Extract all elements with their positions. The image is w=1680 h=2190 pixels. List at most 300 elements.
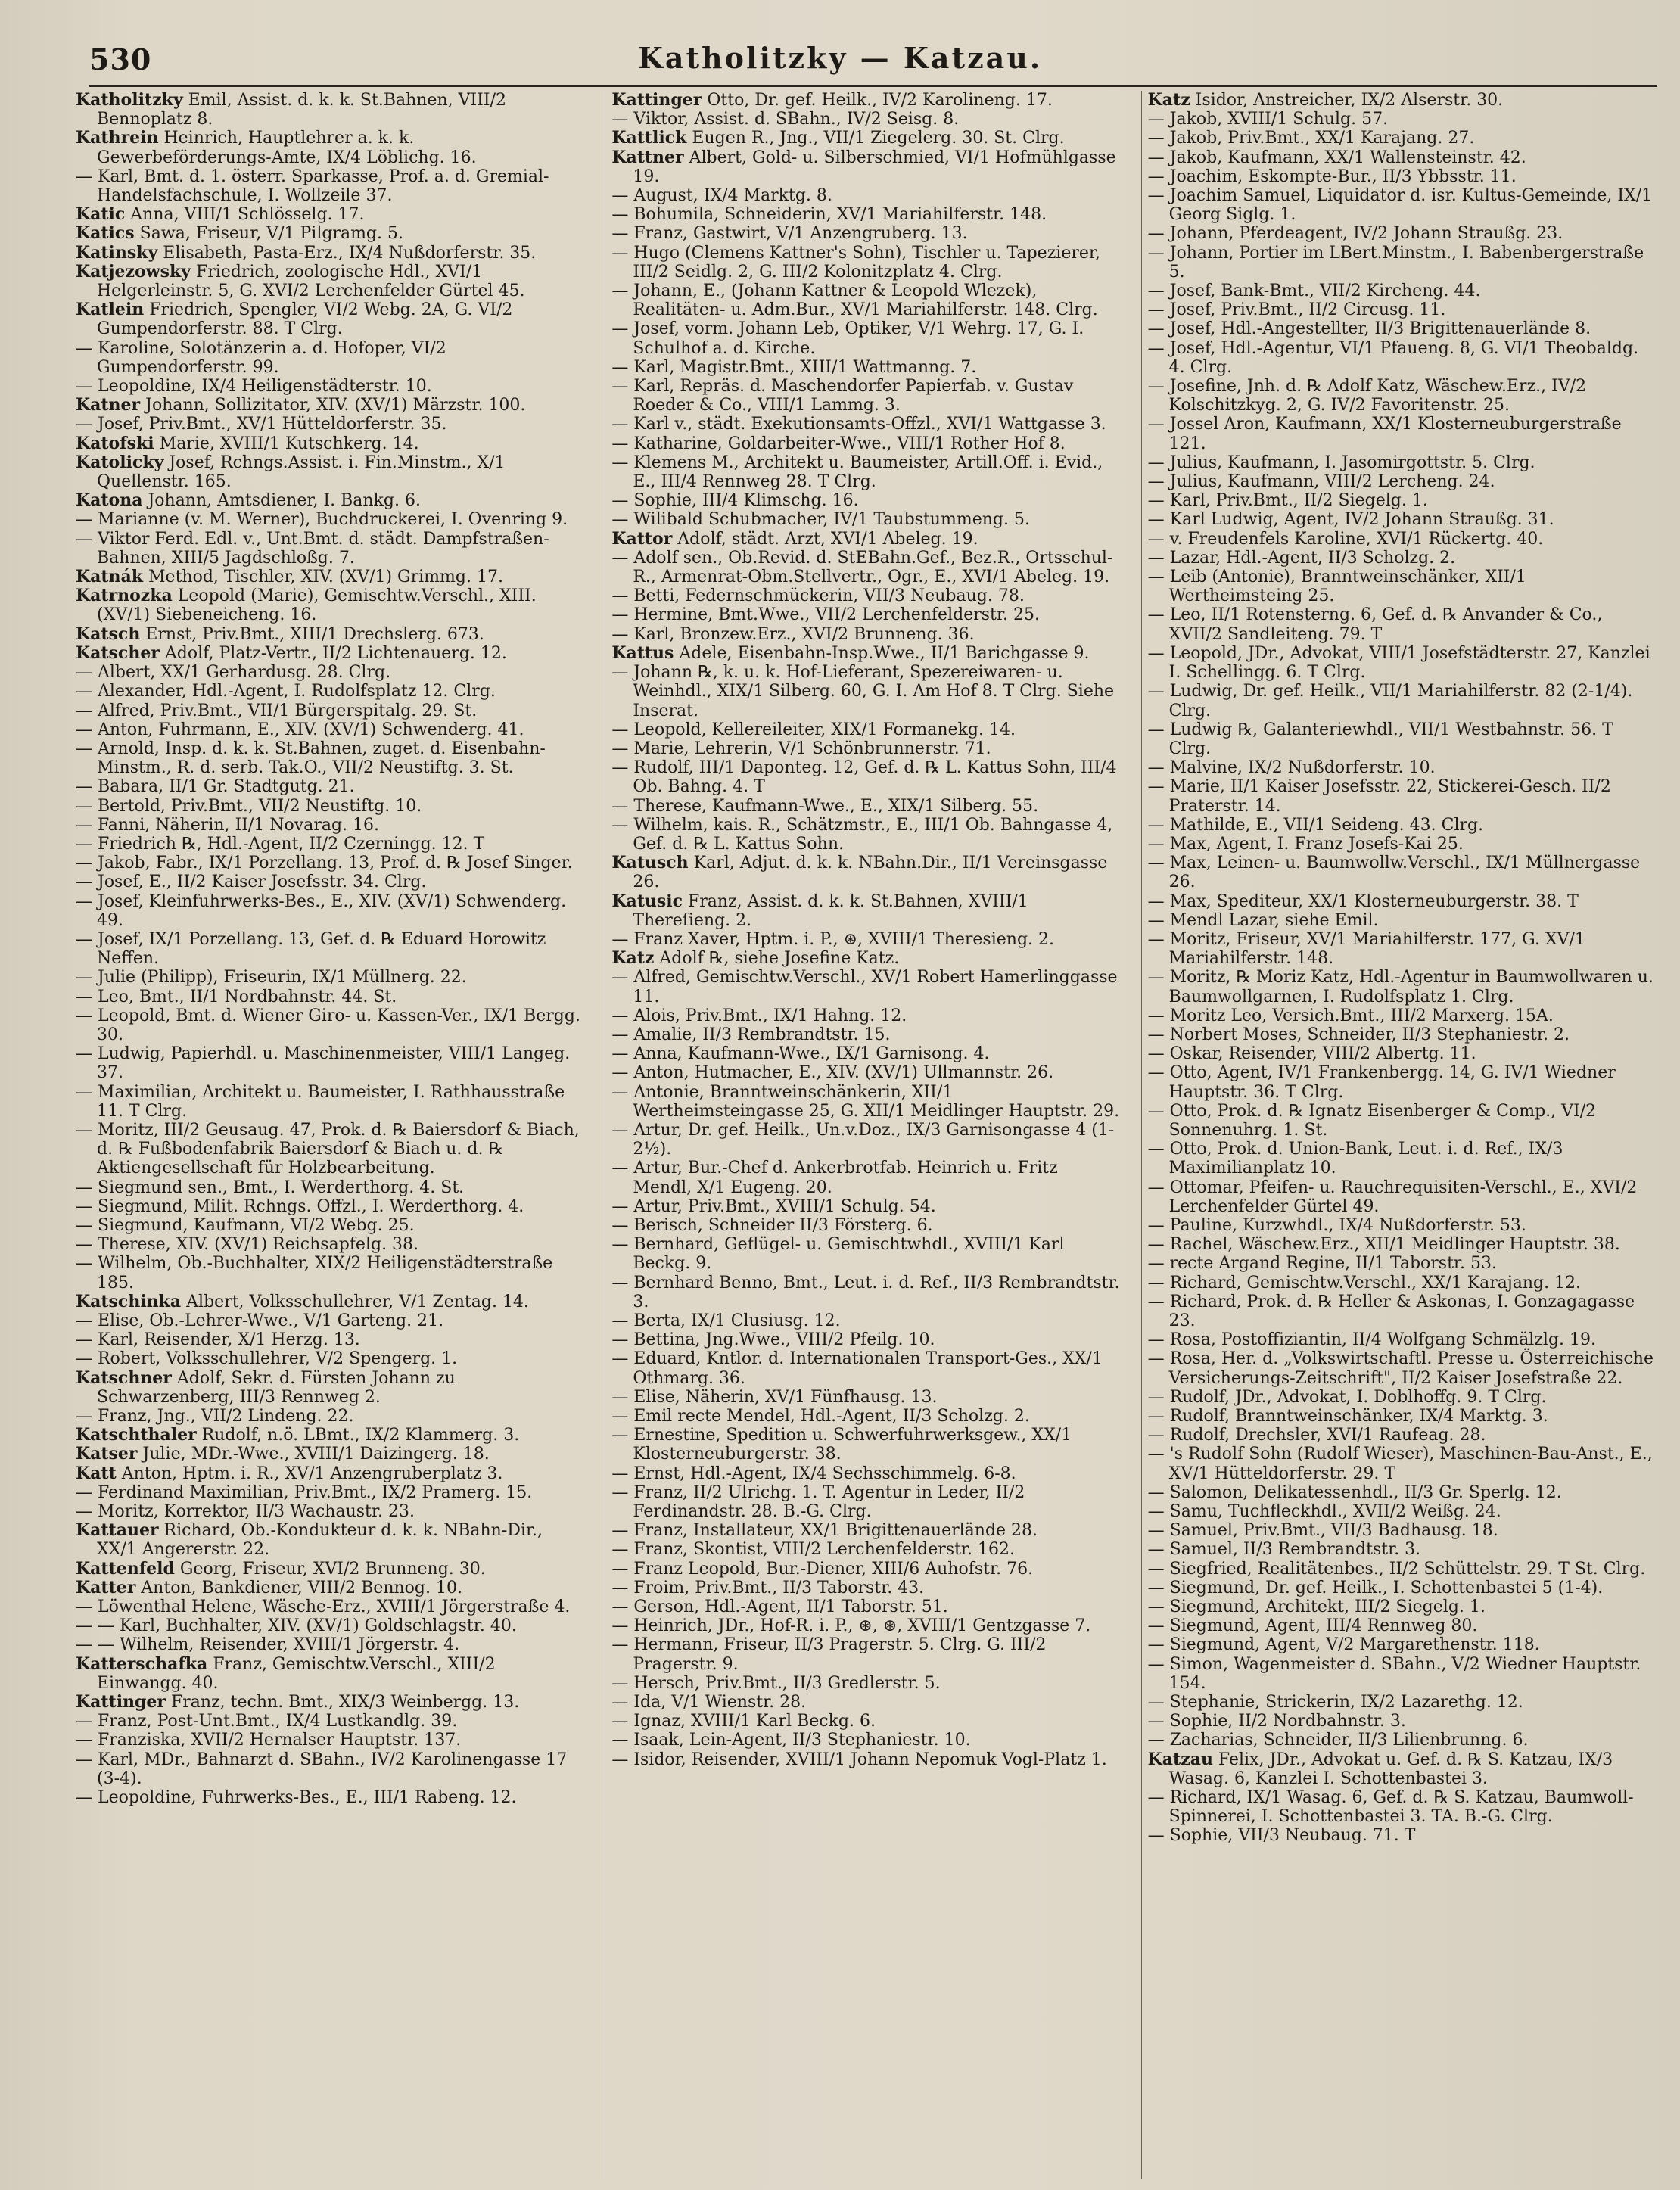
directory-entry (1148, 1254, 1657, 1273)
entry-text: — Franz Leopold, Bur.-Diener, XIII/6 Auhofstr. 76. (611, 1559, 1034, 1579)
directory-entry (76, 797, 585, 816)
directory-entry (611, 854, 1121, 891)
entry-surname: Katolicky (76, 452, 164, 472)
directory-entry (1148, 549, 1657, 568)
directory-entry (76, 1655, 585, 1693)
column-2 (605, 91, 1121, 2179)
entry-text: — Pauline, Kurzwhdl., IX/4 Nußdorferstr. 53. (1147, 1215, 1526, 1235)
directory-entry (611, 1579, 1121, 1597)
entry-text: — Franz, Skontist, VIII/2 Lerchenfelderstr. 162. (611, 1540, 1015, 1560)
entry-text: — Samuel, II/3 Rembrandtstr. 3. (1147, 1540, 1421, 1560)
directory-entry (1148, 1044, 1657, 1063)
entry-text: — Julius, Kaufmann, VIII/2 Lercheng. 24. (1147, 472, 1495, 492)
entry-text: — Johann, Portier im LBert.Minstm., I. Babenbergerstraße 5. (1147, 243, 1644, 282)
page-number: 530 (89, 42, 152, 76)
entry-text: — Moritz, Friseur, XV/1 Mariahilferstr. 177, G. XV/1 Mariahilferstr. 148. (1147, 929, 1585, 969)
directory-entry (611, 415, 1121, 434)
directory-entry (611, 205, 1121, 224)
entry-text: — — Wilhelm, Reisender, XVIII/1 Jörgerstr. 4. (76, 1635, 460, 1655)
entry-text: — Elise, Ob.-Lehrer-Wwe., V/1 Garteng. 21. (76, 1311, 444, 1330)
entry-surname: Katz (1147, 91, 1190, 110)
directory-entry (1148, 453, 1657, 472)
entry-text: — Franz, II/2 Ulrichg. 1. T. Agentur in Leder, II/2 Ferdinandstr. 28. B.-G. Clrg. (611, 1482, 1025, 1522)
page-title: Katholitzky — Katzau. (637, 41, 1043, 75)
entry-text: — Heinrich, JDr., Hof-R. i. P., ⊛, ⊛, XVIII/1 Gentzgasse 7. (611, 1616, 1091, 1636)
entry-text: — Eduard, Kntlor. d. Internationalen Transport-Ges., XX/1 Othmarg. 36. (611, 1349, 1103, 1388)
entry-text: Heinrich, Hauptlehrer a. k. k. Gewerbeförderungs-Amte, IX/4 Löblichg. 16. (97, 129, 477, 167)
entry-text: — Babara, II/1 Gr. Stadtgutg. 21. (76, 777, 355, 797)
entry-text: — Simon, Wagenmeister d. SBahn., V/2 Wiedner Hauptstr. 154. (1147, 1654, 1641, 1693)
directory-entry (1148, 758, 1657, 777)
entry-text: — Wilhelm, Ob.-Buchhalter, XIX/2 Heiligenstädterstraße 185. (76, 1254, 553, 1293)
directory-entry (76, 568, 585, 586)
entry-text: Franz, techn. Bmt., XIX/3 Weinbergg. 13. (166, 1693, 520, 1712)
directory-entry (611, 605, 1121, 624)
entry-text: — Karl, MDr., Bahnarzt d. SBahn., IV/2 Karolinengasse 17 (3-4). (76, 1750, 568, 1788)
directory-entry (76, 396, 585, 415)
directory-entry (76, 1483, 585, 1502)
directory-entry (611, 739, 1121, 758)
directory-entry (1148, 1388, 1657, 1407)
entry-text: — Jakob, Kaufmann, XX/1 Wallensteinstr. 42. (1147, 148, 1526, 167)
entry-text: Eugen R., Jng., VII/1 Ziegelerg. 30. St. Clrg. (686, 129, 1065, 148)
entry-text: — recte Argand Regine, II/1 Taborstr. 53. (1147, 1254, 1498, 1274)
directory-entry (76, 586, 585, 624)
directory-entry (76, 682, 585, 701)
entry-text: — Stephanie, Strickerin, IX/2 Lazarethg. 12. (1147, 1693, 1523, 1712)
entry-text: Rudolf, n.ö. LBmt., IX/2 Klammerg. 3. (196, 1426, 520, 1445)
directory-entry (611, 1121, 1121, 1159)
entry-text: — Moritz, ℞ Moriz Katz, Hdl.-Agentur in Baumwollwaren u. Baumwollgarnen, I. Rudolfsplatz 1. Clrg. (1147, 968, 1654, 1006)
directory-entry (1148, 472, 1657, 491)
entry-text: Georg, Friseur, XVI/2 Brunneng. 30. (174, 1559, 486, 1579)
directory-entry (1148, 491, 1657, 510)
entry-text: — Samu, Tuchfleckhdl., XVII/2 Weißg. 24. (1147, 1502, 1501, 1522)
entry-text: — Bernhard Benno, Bmt., Leut. i. d. Ref., II/3 Rembrandtstr. 3. (611, 1273, 1120, 1311)
entry-text: — Ignaz, XVIII/1 Karl Beckg. 6. (611, 1712, 876, 1731)
entry-text: — Josef, Priv.Bmt., II/2 Circusg. 11. (1147, 300, 1446, 320)
directory-entry (76, 1083, 585, 1121)
directory-entry (1148, 339, 1657, 377)
directory-entry (1148, 568, 1657, 605)
entry-text: Felix, JDr., Advokat u. Gef. d. ℞ S. Katzau, IX/3 Wasag. 6, Kanzlei I. Schottenbastei 3. (1168, 1750, 1613, 1788)
entry-text: — Viktor Ferd. Edl. v., Unt.Bmt. d. städt. Dampfstraßen-Bahnen, XIII/5 Jagdschloßg. 7. (76, 529, 549, 568)
entry-text: — Leopold, Bmt. d. Wiener Giro- u. Kassen-Ver., IX/1 Bergg. 30. (76, 1006, 580, 1044)
directory-entry (1148, 682, 1657, 720)
entry-text: — Jakob, XVIII/1 Schulg. 57. (1147, 110, 1389, 129)
directory-entry (611, 1311, 1121, 1330)
directory-entry (76, 300, 585, 338)
directory-entry (1148, 835, 1657, 854)
directory-entry (611, 1274, 1121, 1311)
directory-entry (76, 1121, 585, 1178)
directory-entry (1148, 892, 1657, 911)
directory-entry (1148, 1140, 1657, 1177)
directory-entry (611, 244, 1121, 282)
entry-text: — Ludwig ℞, Galanteriewhdl., VII/1 Westbahnstr. 56. T Clrg. (1147, 720, 1613, 758)
directory-entry (76, 988, 585, 1006)
entry-text: Anna, VIII/1 Schlösselg. 17. (125, 205, 365, 225)
entry-text: — Otto, Prok. d. Union-Bank, Leut. i. d. Ref., IX/3 Maximilianplatz 10. (1147, 1140, 1563, 1178)
entry-surname: Katnák (76, 567, 144, 587)
entry-surname: Katterschafka (76, 1653, 208, 1674)
directory-entry (76, 377, 585, 396)
entry-text: Adolf, Sekr. d. Fürsten Johann zu Schwarzenberg, III/3 Rennweg 2. (97, 1368, 456, 1407)
entry-text: — Norbert Moses, Schneider, II/3 Stephaniestr. 2. (1147, 1025, 1570, 1044)
entry-text: Isidor, Anstreicher, IX/2 Alserstr. 30. (1190, 91, 1504, 110)
directory-entry (76, 1788, 585, 1807)
directory-entry (611, 1330, 1121, 1349)
entry-text: Richard, Ob.-Kondukteur d. k. k. NBahn-Dir., XX/1 Angererstr. 22. (97, 1521, 543, 1560)
directory-entry (611, 1006, 1121, 1025)
entry-text: — August, IX/4 Marktg. 8. (611, 186, 832, 206)
entry-text: — Johann, Pferdeagent, IV/2 Johann Straußg. 23. (1147, 224, 1563, 244)
entry-text: — Rosa, Postoffiziantin, II/4 Wolfgang Schmälzlg. 19. (1147, 1330, 1597, 1350)
entry-text: — Jakob, Fabr., IX/1 Porzellang. 13, Prof. d. ℞ Josef Singer. (76, 854, 573, 873)
entry-text: — Franz, Gastwirt, V/1 Anzengruberg. 13. (611, 224, 968, 244)
directory-entry (76, 1369, 585, 1407)
directory-entry (611, 644, 1121, 663)
entry-text: — Franz, Jng., VII/2 Lindeng. 22. (76, 1407, 354, 1426)
directory-entry (611, 530, 1121, 549)
entry-text: Adele, Eisenbahn-Insp.Wwe., II/1 Barichgasse 9. (674, 643, 1090, 663)
entry-text: — Leopold, JDr., Advokat, VIII/1 Josefstädterstr. 27, Kanzlei I. Schellingg. 6. T Clrg. (1147, 643, 1650, 683)
entry-text: — Rudolf, III/1 Daponteg. 12, Gef. d. ℞ L. Kattus Sohn, III/4 Ob. Bahng. 4. T (611, 758, 1117, 797)
directory-entry (611, 224, 1121, 243)
directory-entry (76, 244, 585, 263)
entry-text: — Josef, Priv.Bmt., XV/1 Hütteldorferstr. 35. (76, 415, 447, 434)
directory-entry (611, 491, 1121, 510)
directory-entry (611, 1560, 1121, 1579)
directory-entry (611, 1731, 1121, 1750)
entry-text: Franz, Gemischtw.Verschl., XIII/2 Einwangg. 40. (97, 1654, 496, 1693)
directory-entry (1148, 1274, 1657, 1293)
directory-entry (1148, 930, 1657, 968)
entry-text: — Hersch, Priv.Bmt., II/3 Gredlerstr. 5. (611, 1673, 941, 1693)
directory-entry (1148, 816, 1657, 835)
directory-entry (611, 1616, 1121, 1635)
directory-entry (611, 1483, 1121, 1521)
entry-text: Anton, Hptm. i. R., XV/1 Anzengruberplatz 3. (116, 1464, 503, 1483)
entry-text: — Artur, Priv.Bmt., XVIII/1 Schulg. 54. (611, 1196, 936, 1216)
entry-surname: Kattinger (611, 91, 702, 110)
directory-entry (611, 453, 1121, 491)
entry-surname: Katsch (76, 624, 141, 644)
entry-text: — Siegmund, Kaufmann, VI/2 Webg. 25. (76, 1215, 415, 1235)
entry-surname: Katona (76, 490, 143, 511)
directory-entry (611, 1044, 1121, 1063)
entry-text: — Rosa, Her. d. „Volkswirtschaftl. Presse u. Österreichische Versicherungs-Zeitschrift", II/2 Kaiser Josefstraße 22. (1147, 1349, 1654, 1388)
directory-entry (1148, 1750, 1657, 1788)
directory-entry (1148, 319, 1657, 338)
columns (76, 91, 1657, 2179)
entry-text: — Zacharias, Schneider, II/3 Lilienbrunng. 6. (1147, 1731, 1529, 1750)
entry-text: — Alfred, Gemischtw.Verschl., XV/1 Robert Hamerlinggasse 11. (611, 968, 1118, 1006)
entry-text: — Gerson, Hdl.-Agent, II/1 Taborstr. 51. (611, 1597, 948, 1617)
directory-entry (1148, 244, 1657, 282)
entry-text: — Salomon, Delikatessenhdl., II/3 Gr. Sperlg. 12. (1147, 1482, 1562, 1502)
entry-surname: Katics (76, 223, 135, 244)
entry-surname: Katschner (76, 1367, 172, 1388)
entry-text: — Therese, XIV. (XV/1) Reichsapfelg. 38. (76, 1235, 419, 1255)
directory-entry (1148, 1521, 1657, 1540)
directory-entry (1148, 1826, 1657, 1845)
directory-entry (76, 1445, 585, 1464)
entry-text: Leopold (Marie), Gemischtw.Verschl., XIII. (XV/1) Siebeneicheng. 16. (97, 586, 537, 625)
entry-text: — Mendl Lazar, siehe Emil. (1147, 910, 1379, 930)
directory-entry (1148, 186, 1657, 224)
directory-entry (611, 186, 1121, 205)
directory-entry (76, 644, 585, 663)
directory-entry (1148, 1693, 1657, 1712)
entry-text: — Isaak, Lein-Agent, II/3 Stephaniestr. 10. (611, 1731, 971, 1750)
directory-entry (611, 1426, 1121, 1464)
entry-surname: Kattner (611, 147, 684, 167)
entry-text: — Hugo (Clemens Kattner's Sohn), Tischler u. Tapezierer, III/2 Seidlg. 2, G. III/2 Kolonitzplatz 4. Clrg. (611, 243, 1100, 282)
entry-text: — Siegmund, Agent, V/2 Margarethenstr. 118. (1147, 1635, 1540, 1655)
entry-text: — Richard, Gemischtw.Verschl., XX/1 Karajang. 12. (1147, 1273, 1582, 1293)
directory-entry (76, 835, 585, 854)
directory-entry (611, 892, 1121, 930)
entry-surname: Katofski (76, 433, 154, 453)
entry-surname: Katser (76, 1444, 138, 1464)
entry-text: Elisabeth, Pasta-Erz., IX/4 Nußdorferstr. 35. (157, 243, 537, 263)
entry-text: — Max, Agent, I. Franz Josefs-Kai 25. (1147, 834, 1464, 854)
directory-entry (76, 1407, 585, 1426)
directory-entry (76, 1330, 585, 1349)
entry-text: Adolf ℞, siehe Josefine Katz. (654, 949, 900, 969)
directory-entry (611, 1464, 1121, 1483)
entry-text: — Wilhelm, kais. R., Schätzmstr., E., III/1 Ob. Bahngasse 4, Gef. d. ℞ L. Kattus Sohn. (611, 815, 1113, 854)
directory-entry (1148, 1635, 1657, 1654)
directory-entry (1148, 91, 1657, 110)
entry-text: Karl, Adjut. d. k. k. NBahn.Dir., II/1 Vereinsgasse 26. (633, 854, 1108, 892)
entry-text: — Betti, Federnschmückerin, VII/3 Neubaug. 78. (611, 586, 1025, 606)
entry-surname: Kattenfeld (76, 1558, 175, 1579)
directory-entry (611, 434, 1121, 453)
entry-text: — Richard, Prok. d. ℞ Heller & Askonas, I. Gonzagagasse 23. (1147, 1292, 1635, 1330)
directory-entry (1148, 1655, 1657, 1693)
entry-text: — Ida, V/1 Wienstr. 28. (611, 1693, 807, 1712)
entry-text: — Robert, Volksschullehrer, V/2 Spengerg. 1. (76, 1349, 458, 1369)
directory-entry (76, 415, 585, 434)
entry-text: — Siegmund sen., Bmt., I. Werderthorg. 4. St. (76, 1177, 465, 1197)
entry-text: — Berta, IX/1 Clusiusg. 12. (611, 1311, 841, 1330)
directory-entry (76, 854, 585, 873)
directory-entry (76, 530, 585, 568)
entry-text: — Julie (Philipp), Friseurin, IX/1 Müllnerg. 22. (76, 968, 467, 988)
entry-text: Franz, Assist. d. k. k. St.Bahnen, XVIII/1 Thereſieng. 2. (633, 891, 1028, 930)
directory-entry (611, 1521, 1121, 1540)
directory-entry (1148, 1349, 1657, 1387)
directory-entry (76, 777, 585, 796)
directory-entry (76, 816, 585, 835)
entry-text: — Franz, Post-Unt.Bmt., IX/4 Lustkandlg. 39. (76, 1712, 458, 1731)
entry-surname: Kathrein (76, 128, 159, 148)
directory-entry (76, 1616, 585, 1635)
directory-entry (611, 949, 1121, 968)
directory-entry (611, 148, 1121, 186)
entry-text: — Moritz, III/2 Geusaug. 47, Prok. d. ℞ Baiersdorf & Biach, d. ℞ Fußbodenfabrik Baiersdorf & Biach u. d. ℞ Aktiengesellschaft für Holzbearbeitung. (76, 1120, 580, 1178)
directory-entry (1148, 1006, 1657, 1025)
entry-text: — Franz Xaver, Hptm. i. P., ⊛, XVIII/1 Theresieng. 2. (611, 929, 1055, 949)
entry-text: — Arnold, Insp. d. k. k. St.Bahnen, zuget. d. Eisenbahn-Minstm., R. d. serb. Tak.O., VII/2 Neustiftg. 3. St. (76, 739, 546, 778)
entry-surname: Katz (611, 948, 655, 969)
entry-text: Marie, XVIII/1 Kutschkerg. 14. (154, 434, 419, 453)
entry-surname: Katlein (76, 300, 145, 320)
entry-text: — Friedrich ℞, Hdl.-Agent, II/2 Czerningg. 12. T (76, 834, 485, 854)
entry-surname: Katinsky (76, 242, 158, 263)
directory-entry (76, 663, 585, 682)
directory-entry (76, 1712, 585, 1731)
directory-entry (1148, 1540, 1657, 1559)
entry-text: — Viktor, Assist. d. SBahn., IV/2 Seisg. 8. (611, 110, 960, 129)
entry-surname: Kattlick (611, 128, 687, 148)
entry-text: — Bohumila, Schneiderin, XV/1 Mariahilferstr. 148. (611, 205, 1047, 225)
entry-surname: Katscher (76, 642, 160, 663)
directory-entry (1148, 167, 1657, 186)
entry-text: — Anton, Hutmacher, E., XIV. (XV/1) Ullmannstr. 26. (611, 1063, 1054, 1083)
directory-entry (1148, 911, 1657, 930)
entry-text: — Löwenthal Helene, Wäsche-Erz., XVIII/1 Jörgerstraße 4. (76, 1597, 571, 1617)
entry-text: — Rudolf, JDr., Advokat, I. Doblhoffg. 9. T Clrg. (1147, 1387, 1547, 1407)
entry-text: — Josef, vorm. Johann Leb, Optiker, V/1 Wehrg. 17, G. I. Schulhof a. d. Kirche. (611, 319, 1084, 358)
directory-entry (611, 968, 1121, 1006)
entry-text: — Leo, II/1 Rotensterng. 6, Gef. d. ℞ Anvander & Co., XVII/2 Sandleiteng. 79. T (1147, 605, 1603, 644)
directory-entry (1148, 377, 1657, 415)
entry-text: — Emil recte Mendel, Hdl.-Agent, II/3 Scholzg. 2. (611, 1407, 1030, 1426)
directory-entry (1148, 415, 1657, 453)
directory-entry (611, 816, 1121, 854)
directory-entry (76, 1579, 585, 1597)
directory-entry (76, 1521, 585, 1559)
entry-text: — Johann ℞, k. u. k. Hof-Lieferant, Spezereiwaren- u. Weinhdl., XIX/1 Silberg. 60, G. I. Am Hof 8. T Clrg. Siehe Inserat. (611, 663, 1115, 720)
entry-text: — Josef, Hdl.-Agentur, VI/1 Pfaueng. 8, G. VI/1 Theobaldg. 4. Clrg. (1147, 338, 1639, 377)
entry-text: — Karl Ludwig, Agent, IV/2 Johann Straußg. 31. (1147, 510, 1554, 530)
entry-text: — Otto, Prok. d. ℞ Ignatz Eisenberger & Comp., VI/2 Sonnenuhrg. 1. St. (1147, 1101, 1597, 1140)
directory-entry (611, 1674, 1121, 1693)
entry-text: — Alfred, Priv.Bmt., VII/1 Bürgerspitalg. 29. St. (76, 701, 478, 720)
entry-text: — Karl, Priv.Bmt., II/2 Siegelg. 1. (1147, 491, 1428, 511)
entry-text: — Leib (Antonie), Branntweinschänker, XII/1 Wertheimsteing 25. (1147, 568, 1526, 606)
entry-text: — Rudolf, Branntweinschänker, IX/4 Marktg. 3. (1147, 1407, 1548, 1426)
entry-text: — Johann, E., (Johann Kattner & Leopold Wlezek), Realitäten- u. Adm.Bur., XV/1 Mariahilferstr. 148. Clrg. (611, 282, 1098, 320)
directory-entry (1148, 224, 1657, 243)
entry-text: — Artur, Bur.-Chef d. Ankerbrotfab. Heinrich u. Fritz Mendl, X/1 Eugeng. 20. (611, 1159, 1058, 1197)
directory-entry (611, 720, 1121, 739)
entry-text: — Ludwig, Papierhdl. u. Maschinenmeister, VIII/1 Langeg. 37. (76, 1044, 571, 1083)
entry-text: — Jakob, Priv.Bmt., XX/1 Karajang. 27. (1147, 129, 1475, 148)
directory-entry (1148, 1293, 1657, 1330)
directory-entry (1148, 968, 1657, 1006)
directory-entry (611, 797, 1121, 816)
entry-text: — Richard, IX/1 Wasag. 6, Gef. d. ℞ S. Katzau, Baumwoll-Spinnerei, I. Schottenbastei 3. TA. B.-G. Clrg. (1147, 1788, 1634, 1827)
entry-text: Adolf, städt. Arzt, XVI/1 Abeleg. 19. (672, 529, 978, 549)
entry-text: — Rachel, Wäschew.Erz., XII/1 Meidlinger Hauptstr. 38. (1147, 1235, 1620, 1255)
directory-entry (611, 1597, 1121, 1616)
entry-text: — Karl, Bronzew.Erz., XVI/2 Brunneng. 36. (611, 624, 975, 644)
entry-text: — Alexander, Hdl.-Agent, I. Rudolfsplatz 12. Clrg. (76, 682, 496, 701)
directory-entry (76, 453, 585, 491)
entry-text: — Karl v., städt. Exekutionsamts-Offzl., XVI/1 Wattgasse 3. (611, 415, 1106, 434)
entry-text: — Joachim, Eskompte-Bur., II/3 Ybbsstr. 11. (1147, 166, 1517, 186)
entry-text: Otto, Dr. gef. Heilk., IV/2 Karolineng. 17. (702, 91, 1053, 110)
entry-text: — Rudolf, Drechsler, XVI/1 Raufeag. 28. (1147, 1426, 1486, 1445)
directory-entry (1148, 605, 1657, 643)
directory-entry (76, 739, 585, 777)
entry-text: Adolf, Platz-Vertr., II/2 Lichtenauerg. 12. (159, 643, 507, 663)
directory-entry (76, 930, 585, 968)
entry-text: — Otto, Agent, IV/1 Frankenbergg. 14, G. IV/1 Wiedner Hauptstr. 36. T Clrg. (1147, 1063, 1616, 1102)
directory-entry (1148, 148, 1657, 167)
directory-entry (76, 873, 585, 891)
directory-entry (611, 625, 1121, 644)
header-rule (89, 85, 1657, 87)
directory-entry (1148, 282, 1657, 300)
directory-entry (1148, 1426, 1657, 1445)
entry-text: — 's Rudolf Sohn (Rudolf Wieser), Maschinen-Bau-Anst., E., XV/1 Hütteldorferstr. 29. T (1147, 1445, 1653, 1483)
entry-text: — Mathilde, E., VII/1 Seideng. 43. Clrg. (1147, 815, 1484, 835)
entry-text: — Leopold, Kellereileiter, XIX/1 Formanekg. 14. (611, 720, 1016, 739)
entry-text: — Siegfried, Realitätenbes., II/2 Schüttelstr. 29. T St. Clrg. (1147, 1559, 1646, 1579)
directory-entry (1148, 1235, 1657, 1254)
entry-text: — Bettina, Jng.Wwe., VIII/2 Pfeilg. 10. (611, 1330, 935, 1350)
entry-text: — Isidor, Reisender, XVIII/1 Johann Nepomuk Vogl-Platz 1. (611, 1750, 1107, 1769)
directory-entry (1148, 1063, 1657, 1101)
directory-entry (76, 1635, 585, 1654)
entry-text: — Adolf sen., Ob.Revid. d. StEBahn.Gef., Bez.R., Ortsschul-R., Armenrat-Obm.Stellvertr., Ogr., E., XVI/1 Abeleg. 19. (611, 548, 1113, 587)
entry-text: — Anna, Kaufmann-Wwe., IX/1 Garnisong. 4. (611, 1044, 990, 1064)
directory-entry (1148, 1407, 1657, 1426)
entry-surname: Kattor (611, 528, 673, 549)
entry-text: — Siegmund, Dr. gef. Heilk., I. Schottenbastei 5 (1-4). (1147, 1578, 1604, 1597)
directory-entry (611, 1407, 1121, 1426)
entry-text: — Karl, Bmt. d. 1. österr. Sparkasse, Prof. a. d. Gremial-Handelsfachschule, I. Wollzeile 37. (76, 166, 549, 206)
entry-surname: Katzau (1147, 1749, 1213, 1769)
entry-surname: Kattus (611, 642, 674, 663)
entry-text: Albert, Volksschullehrer, V/1 Zentag. 14. (181, 1292, 529, 1311)
directory-entry (611, 1635, 1121, 1673)
entry-text: — Leopoldine, IX/4 Heiligenstädterstr. 10. (76, 377, 432, 397)
directory-entry (76, 1235, 585, 1254)
directory-entry (611, 1750, 1121, 1769)
entry-text: — Samuel, Priv.Bmt., VII/3 Badhausg. 18. (1147, 1521, 1498, 1541)
entry-text: — Julius, Kaufmann, I. Jasomirgottstr. 5. Clrg. (1147, 453, 1535, 472)
entry-text: Albert, Gold- u. Silberschmied, VI/1 Hofmühlgasse 19. (633, 148, 1116, 186)
directory-entry (76, 892, 585, 930)
entry-text: — Berisch, Schneider II/3 Försterg. 6. (611, 1215, 933, 1235)
directory-entry (1148, 644, 1657, 682)
directory-entry (76, 1197, 585, 1216)
entry-text: — Sophie, III/4 Klimschg. 16. (611, 491, 859, 511)
entry-text: Sawa, Friseur, V/1 Pilgramg. 5. (134, 224, 403, 244)
directory-entry (611, 1693, 1121, 1712)
directory-entry (611, 510, 1121, 529)
entry-text: — Siegmund, Architekt, III/2 Siegelg. 1. (1147, 1597, 1486, 1617)
entry-text: — Josefine, Jnh. d. ℞ Adolf Katz, Wäschew.Erz., IV/2 Kolschitzkyg. 2, G. IV/2 Favoritenstr. 25. (1147, 377, 1587, 415)
directory-entry (611, 1235, 1121, 1273)
entry-surname: Katholitzky (76, 91, 183, 110)
directory-entry (76, 1349, 585, 1368)
entry-text: — Bertold, Priv.Bmt., VII/2 Neustiftg. 10. (76, 796, 422, 816)
entry-text: Ernst, Priv.Bmt., XIII/1 Drechslerg. 673. (140, 624, 484, 644)
directory-entry (1148, 1560, 1657, 1579)
entry-text: — Hermine, Bmt.Wwe., VII/2 Lerchenfelderstr. 25. (611, 605, 1040, 625)
directory-entry (1148, 1025, 1657, 1044)
column-1 (76, 91, 585, 2179)
entry-text: — Joachim Samuel, Liquidator d. isr. Kultus-Gemeinde, IX/1 Georg Siglg. 1. (1147, 186, 1653, 225)
entry-text: — Ottomar, Pfeifen- u. Rauchrequisiten-Verschl., E., XVI/2 Lerchenfelder Gürtel 49. (1147, 1177, 1638, 1216)
